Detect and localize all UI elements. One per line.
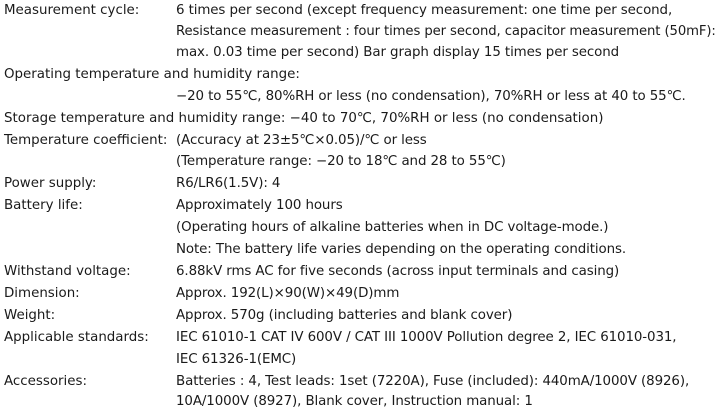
measurement-cycle-value-line-3: max. 0.03 time per second) Bar graph display 15 times per second xyxy=(176,45,620,60)
accessories-value-line-1: Batteries : 4, Test leads: 1set (7220A), Fuse (included): 440mA/1000V (8926), xyxy=(176,374,690,389)
power-supply-value: R6/LR6(1.5V): 4 xyxy=(176,176,281,191)
battery-life-value-line-3: Note: The battery life varies depending on the operating conditions. xyxy=(176,242,627,257)
accessories-value-line-2: 10A/1000V (8927), Blank cover, Instruction manual: 1 xyxy=(176,394,533,409)
applicable-standards-value-line-2: IEC 61326-1(EMC) xyxy=(176,352,297,367)
measurement-cycle-label: Measurement cycle: xyxy=(4,3,140,18)
accessories-label: Accessories: xyxy=(4,374,87,389)
dimension-label: Dimension: xyxy=(4,286,80,301)
measurement-cycle-value-line-1: 6 times per second (except frequency measurement: one time per second, xyxy=(176,3,673,18)
storage-range-text: Storage temperature and humidity range: −40 to 70℃, 70%RH or less (no condensation) xyxy=(4,111,604,126)
weight-label: Weight: xyxy=(4,308,56,323)
dimension-value: Approx. 192(L)×90(W)×49(D)mm xyxy=(176,286,400,301)
temperature-coefficient-label: Temperature coefficient: xyxy=(4,133,168,148)
weight-value: Approx. 570g (including batteries and blank cover) xyxy=(176,308,513,323)
battery-life-value-line-1: Approximately 100 hours xyxy=(176,198,343,213)
withstand-voltage-label: Withstand voltage: xyxy=(4,264,131,279)
power-supply-label: Power supply: xyxy=(4,176,97,191)
measurement-cycle-value-line-2: Resistance measurement : four times per second, capacitor measurement (50mF): xyxy=(176,24,716,39)
battery-life-label: Battery life: xyxy=(4,198,83,213)
operating-range-value: −20 to 55℃, 80%RH or less (no condensation), 70%RH or less at 40 to 55℃. xyxy=(176,89,686,104)
battery-life-value-line-2: (Operating hours of alkaline batteries when in DC voltage-mode.) xyxy=(176,220,609,235)
temperature-coefficient-value-line-1: (Accuracy at 23±5℃×0.05)/℃ or less xyxy=(176,133,427,148)
temperature-coefficient-value-line-2: (Temperature range: −20 to 18℃ and 28 to 55℃) xyxy=(176,154,506,169)
withstand-voltage-value: 6.88kV rms AC for five seconds (across input terminals and casing) xyxy=(176,264,620,279)
applicable-standards-value-line-1: IEC 61010-1 CAT IV 600V / CAT III 1000V Pollution degree 2, IEC 61010-031, xyxy=(176,330,677,345)
operating-range-label: Operating temperature and humidity range: xyxy=(4,67,300,82)
applicable-standards-label: Applicable standards: xyxy=(4,330,149,345)
